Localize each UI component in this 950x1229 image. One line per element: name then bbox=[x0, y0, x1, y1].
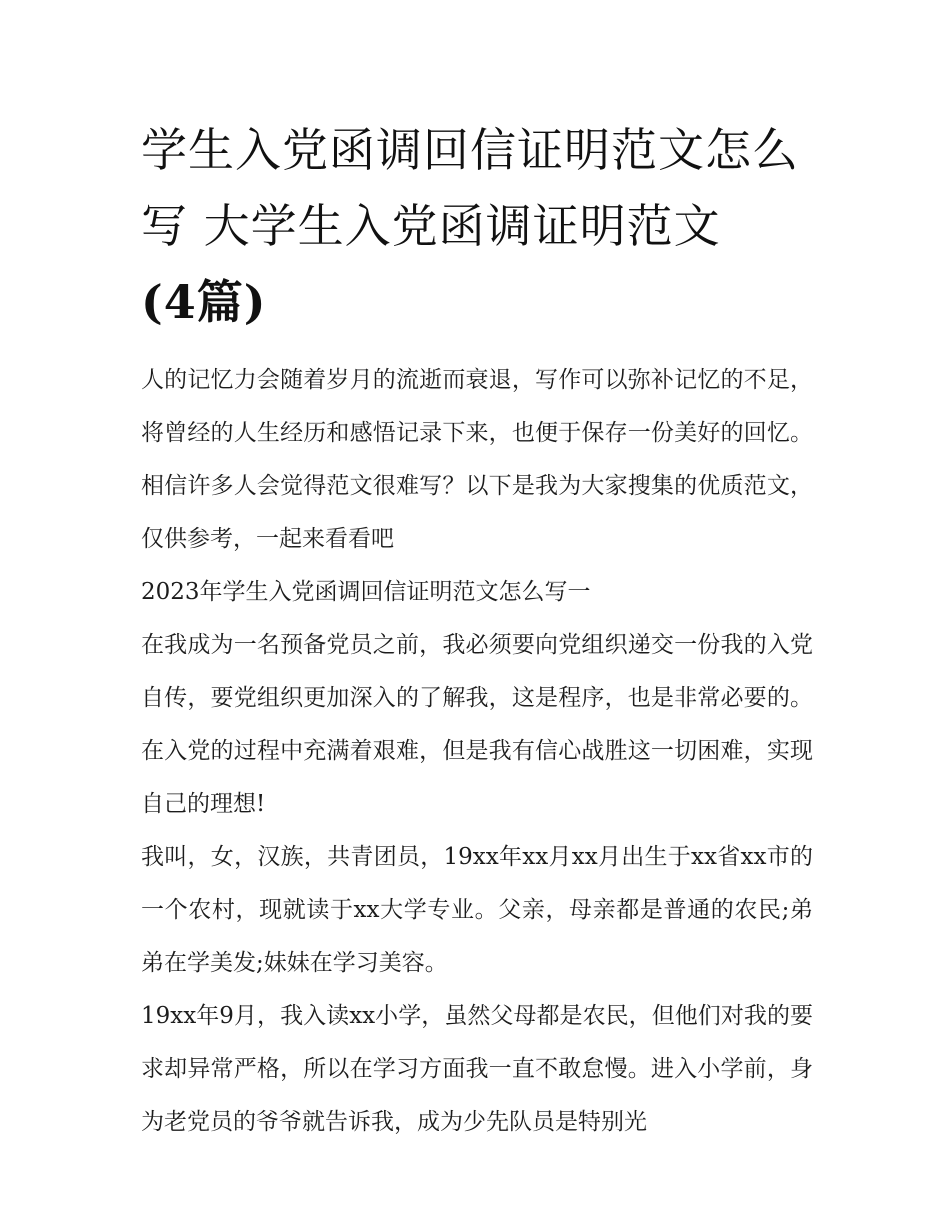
paragraph: 19xx年9月，我入读xx小学，虽然父母都是农民，但他们对我的要求却异常严格，所以在学习方面我一直不敢怠慢。进入小学前，身为老党员的爷爷就告诉我，成为少先队员是特别光 bbox=[141, 1003, 813, 1135]
paragraph-intro: 人的记忆力会随着岁月的流逝而衰退，写作可以弥补记忆的不足，将曾经的人生经历和感悟记录下来，也便于保存一份美好的回忆。相信许多人会觉得范文很难写？以下是我为大家搜集的优质范文，仅供参考，一起来看看吧 bbox=[141, 367, 813, 552]
paragraph: 在我成为一名预备党员之前，我必须要向党组织递交一份我的入党自传，要党组织更加深入的了解我，这是程序，也是非常必要的。在入党的过程中充满着艰难，但是我有信心战胜这一切困难，实现自己的理想! bbox=[141, 632, 813, 817]
title-main: 学生入党函调回信证明范文怎么写 大学生入党函调证明范文 bbox=[141, 123, 799, 253]
document-page bbox=[141, 112, 813, 1149]
title-count: (4篇) bbox=[141, 275, 267, 329]
section-heading: 2023年学生入党函调回信证明范文怎么写一 bbox=[141, 579, 591, 605]
document-body bbox=[141, 354, 813, 1149]
document-title bbox=[141, 112, 813, 340]
paragraph: 我叫，女，汉族，共青团员，19xx年xx月xx月出生于xx省xx市的一个农村，现就读于xx大学专业。父亲，母亲都是普通的农民;弟弟在学美发;妹妹在学习美容。 bbox=[141, 844, 813, 976]
